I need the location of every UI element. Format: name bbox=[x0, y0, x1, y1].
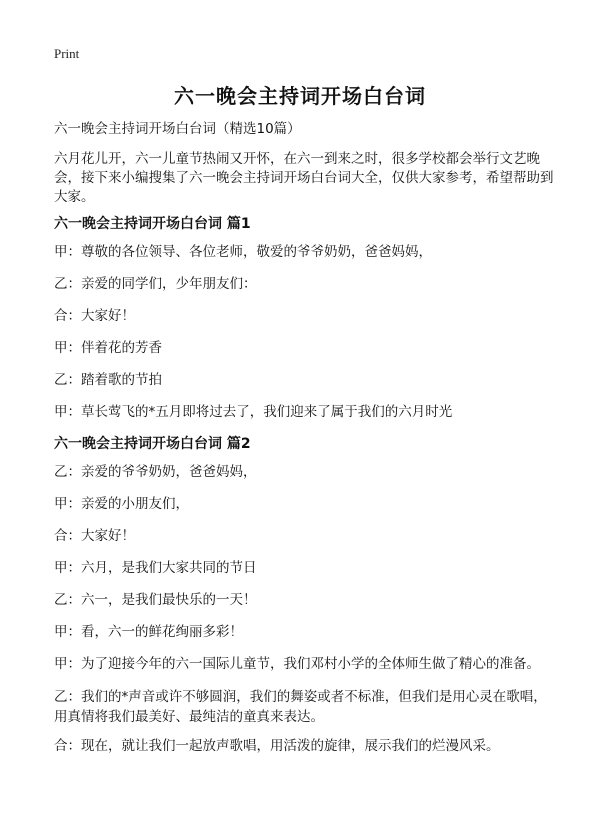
dialogue-line: 甲：看，六一的鲜花绚丽多彩！ bbox=[54, 624, 243, 640]
dialogue-line: 甲：六月，是我们大家共同的节日 bbox=[54, 560, 257, 576]
document-subtitle: 六一晚会主持词开场白台词（精选10篇） bbox=[54, 121, 301, 137]
section-1 bbox=[54, 215, 554, 421]
document-body bbox=[54, 120, 554, 769]
dialogue-line: 乙：六一，是我们最快乐的一天！ bbox=[54, 592, 257, 608]
section-2 bbox=[54, 435, 554, 755]
document-title: 六一晚会主持词开场白台词 bbox=[174, 84, 426, 108]
dialogue-line: 甲：尊敬的各位领导、各位老师，敬爱的爷爷奶奶，爸爸妈妈， bbox=[54, 244, 432, 260]
section-heading: 六一晚会主持词开场白台词 篇2 bbox=[54, 436, 251, 452]
dialogue-line: 合：大家好！ bbox=[54, 528, 135, 544]
dialogue-line: 乙：亲爱的同学们，少年朋友们： bbox=[54, 276, 257, 292]
dialogue-line: 合：大家好！ bbox=[54, 308, 135, 324]
section-heading: 六一晚会主持词开场白台词 篇1 bbox=[54, 216, 251, 232]
dialogue-line: 乙：我们的*声音或许不够圆润，我们的舞姿或者不标准，但我们是用心灵在歌唱，用真情将我们最美好、最纯洁的童真来表达。 bbox=[54, 689, 547, 725]
dialogue-line: 合：现在，就让我们一起放声歌唱，用活泼的旋律，展示我们的烂漫风采。 bbox=[54, 738, 500, 754]
dialogue-line: 乙：踏着歌的节拍 bbox=[54, 372, 162, 388]
dialogue-line: 甲：亲爱的小朋友们， bbox=[54, 496, 189, 512]
dialogue-line: 乙：亲爱的爷爷奶奶，爸爸妈妈， bbox=[54, 464, 257, 480]
dialogue-line: 甲：伴着花的芳香 bbox=[54, 340, 162, 356]
dialogue-line: 甲：草长莺飞的*五月即将过去了，我们迎来了属于我们的六月时光 bbox=[54, 404, 453, 420]
print-link[interactable]: Print bbox=[54, 46, 80, 61]
dialogue-line: 甲：为了迎接今年的六一国际儿童节，我们邓村小学的全体师生做了精心的准备。 bbox=[54, 656, 540, 672]
intro-paragraph: 六月花儿开，六一儿童节热闹又开怀，在六一到来之时，很多学校都会举行文艺晚会，接下来小编搜集了六一晚会主持词开场白台词大全，仅供大家参考，希望帮助到大家。 bbox=[54, 151, 554, 205]
